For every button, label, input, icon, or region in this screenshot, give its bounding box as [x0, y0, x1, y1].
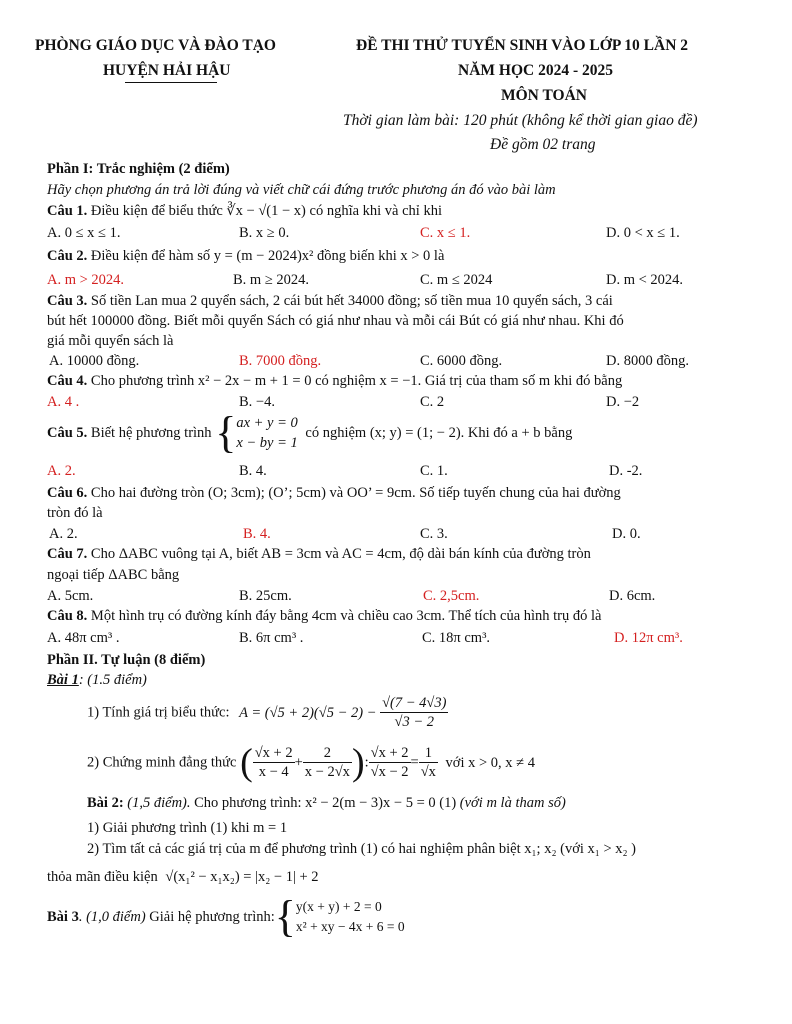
question-text: Cho phương trình x² − 2x − m + 1 = 0 có nghiệm x = −1. Giá trị của tham số m khi đó bằng — [90, 373, 623, 389]
q1-option-d: D. 0 < x ≤ 1. — [606, 225, 680, 241]
bai2-score: (1,5 điểm). — [127, 795, 191, 811]
equation-system — [236, 413, 297, 453]
question-text: 2) Chứng minh đẳng thức — [87, 754, 237, 771]
denominator: x − 4 — [258, 764, 289, 780]
q6-option-b: B. 4. — [243, 526, 271, 542]
question-text: Điều kiện để biểu thức ∛x − √(1 − x) có nghĩa khi và chỉ khi — [90, 203, 442, 219]
question-label: Câu 8. — [47, 608, 88, 624]
bai3-score: . (1,0 điểm) — [78, 909, 146, 925]
question-text-end: có nghiệm (x; y) = (1; − 2). Khi đó a + b bằng — [305, 425, 573, 441]
system-brace: { — [274, 892, 296, 941]
plus-sign: + — [294, 754, 303, 771]
subject: MÔN TOÁN — [501, 87, 587, 104]
time-limit: Thời gian làm bài: 120 phút (không kể thời gian giao đề) — [343, 112, 698, 129]
q3-option-a: A. 10000 đồng. — [49, 353, 140, 369]
q6-option-d: D. 0. — [612, 526, 641, 542]
equation-2: x − by = 1 — [236, 435, 298, 451]
bai2-intro: Cho phương trình: — [194, 795, 302, 811]
question-label: Câu 2. — [47, 248, 88, 264]
part1-title: Phần I: Trắc nghiệm (2 điểm) — [47, 161, 230, 177]
q5-option-b: B. 4. — [239, 463, 267, 479]
bai1-title: Bài 1 — [47, 672, 79, 688]
denominator: √x — [420, 764, 436, 780]
question-label: Câu 6. — [47, 485, 88, 501]
q5-option-c: C. 1. — [420, 463, 448, 479]
question-label: Câu 1. — [47, 203, 88, 219]
question-label: Câu 3. — [47, 293, 88, 309]
q5-option-a: A. 2. — [47, 463, 76, 479]
question-text: Cho hai đường tròn (O; 3cm); (O’; 5cm) và OO’ = 9cm. Số tiếp tuyến chung của hai đường — [90, 485, 621, 501]
question-6-line2: tròn đó là — [47, 505, 103, 521]
q1-option-c: C. x ≤ 1. — [420, 225, 471, 241]
question-text: Một hình trụ có đường kính đáy bằng 4cm và chiều cao 3cm. Thể tích của hình trụ đó là — [90, 608, 602, 624]
q6-option-a: A. 2. — [49, 526, 78, 542]
q1-option-a: A. 0 ≤ x ≤ 1. — [47, 225, 121, 241]
question-text: Biết hệ phương trình — [90, 425, 212, 441]
department-name: PHÒNG GIÁO DỤC VÀ ĐÀO TẠO — [35, 37, 276, 54]
q7-option-a: A. 5cm. — [47, 588, 94, 604]
question-label: Câu 7. — [47, 546, 88, 562]
district-underline — [125, 82, 217, 83]
equation-2: x² + xy − 4x + 6 = 0 — [295, 919, 405, 934]
bai3 — [47, 892, 405, 941]
question-text: Số tiền Lan mua 2 quyển sách, 2 cái bút hết 34000 đồng; số tiền mua 10 quyển sách, 3 cái — [90, 293, 613, 309]
q7-option-d: D. 6cm. — [609, 588, 656, 604]
q4-option-b: B. −4. — [239, 394, 275, 410]
denominator: x − 2√x — [304, 764, 350, 780]
bai1-question-1 — [87, 694, 448, 731]
question-7 — [47, 546, 591, 563]
page-count: Đề gồm 02 trang — [490, 136, 596, 153]
q3-option-c: C. 6000 đồng. — [420, 353, 503, 369]
bai2-question-3 — [47, 869, 319, 886]
divide-sign: : — [364, 754, 369, 771]
question-text: 1) Tính giá trị biểu thức: — [87, 704, 230, 721]
school-year: NĂM HỌC 2024 - 2025 — [458, 62, 613, 79]
bai2-question-2: 2) Tìm tất cả các giá trị của m để phương trình (1) có hai nghiệm phân biệt x₁; x₂ (với x₁ > x₂ ) — [87, 841, 637, 857]
question-4 — [47, 373, 622, 390]
q2-option-d: D. m < 2024. — [606, 272, 684, 288]
question-label: Câu 5. — [47, 425, 88, 441]
q4-option-c: C. 2 — [420, 394, 445, 410]
condition: với x > 0, x ≠ 4 — [445, 754, 536, 771]
q2-option-a: A. m > 2024. — [47, 272, 125, 288]
bai2-question-1: 1) Giải phương trình (1) khi m = 1 — [87, 820, 288, 836]
q8-option-c: C. 18π cm³. — [422, 630, 491, 646]
question-text: Cho ΔABC vuông tại A, biết AB = 3cm và AC = 4cm, độ dài bán kính của đường tròn — [90, 546, 591, 562]
equals-sign: = — [410, 754, 419, 771]
question-7-line2: ngoại tiếp ΔABC bằng — [47, 567, 180, 583]
expression-lhs: A = (√5 + 2)(√5 − 2) − — [239, 704, 377, 721]
bai2-equation: x² − 2(m − 3)x − 5 = 0 — [305, 795, 436, 811]
q2-option-c: C. m ≤ 2024 — [420, 272, 493, 288]
q8-option-d: D. 12π cm³. — [614, 630, 683, 646]
bai1-score: : (1.5 điểm) — [78, 672, 147, 688]
denominator: √3 − 2 — [394, 714, 435, 730]
question-2 — [47, 248, 444, 265]
q6-option-c: C. 3. — [420, 526, 448, 542]
system-brace: { — [215, 408, 237, 457]
district-name: HUYỆN HẢI HẬU — [103, 62, 231, 79]
bai3-intro: Giải hệ phương trình: — [149, 909, 275, 925]
numerator: √x + 2 — [254, 745, 293, 761]
equation-1: ax + y = 0 — [236, 415, 298, 431]
fraction-2 — [303, 744, 352, 781]
q3-option-d: D. 8000 đồng. — [606, 353, 689, 369]
q5-option-d: D. -2. — [609, 463, 643, 479]
numerator: √(7 − 4√3) — [382, 695, 447, 711]
question-3-line3: giá mỗi quyển sách là — [47, 333, 174, 349]
fraction-4 — [419, 744, 438, 781]
condition-expression: √(x₁² − x₁x₂) = |x₂ − 1| + 2 — [165, 869, 319, 885]
question-8 — [47, 608, 601, 625]
question-label: Câu 4. — [47, 373, 88, 389]
question-6 — [47, 485, 621, 502]
question-text: thỏa mãn điều kiện — [47, 869, 158, 885]
equation-system — [296, 897, 405, 937]
q7-option-c: C. 2,5cm. — [423, 588, 480, 604]
bai1-question-2 — [87, 741, 536, 784]
fraction-1 — [253, 744, 295, 781]
numerator: √x + 2 — [370, 745, 409, 761]
question-3-line2: bút hết 100000 đồng. Biết mỗi quyển Sách có giá như nhau và mỗi cái Bút có giá như nhau. Khi đó — [47, 313, 624, 329]
numerator: 2 — [303, 744, 352, 763]
question-3 — [47, 293, 613, 310]
bai2-equation-tag: (1) — [439, 795, 457, 811]
q7-option-b: B. 25cm. — [239, 588, 292, 604]
question-5 — [47, 408, 573, 457]
question-1 — [47, 203, 442, 220]
bai1-heading — [47, 672, 147, 689]
part2-title: Phần II. Tự luận (8 điểm) — [47, 652, 206, 668]
q8-option-b: B. 6π cm³ . — [239, 630, 304, 646]
equation-1: y(x + y) + 2 = 0 — [295, 899, 382, 914]
paren-close: ) — [351, 741, 365, 784]
bai2-note: (với m là tham số) — [459, 795, 566, 811]
bai2-title: Bài 2: — [87, 795, 124, 811]
bai2-heading — [87, 795, 566, 812]
paren-open: ( — [240, 741, 253, 784]
q3-option-b: B. 7000 đồng. — [239, 353, 322, 369]
q4-option-a: A. 4 . — [47, 394, 80, 410]
numerator: 1 — [419, 744, 438, 763]
bai3-title: Bài 3 — [47, 909, 79, 925]
q8-option-a: A. 48π cm³ . — [47, 630, 120, 646]
q2-option-b: B. m ≥ 2024. — [233, 272, 310, 288]
question-text: Điều kiện để hàm số y = (m − 2024)x² đồng biến khi x > 0 là — [90, 248, 445, 264]
q4-option-d: D. −2 — [606, 394, 640, 410]
denominator: √x − 2 — [370, 764, 409, 780]
q1-option-b: B. x ≥ 0. — [239, 225, 290, 241]
fraction-3 — [369, 744, 411, 781]
exam-title: ĐỀ THI THỬ TUYỂN SINH VÀO LỚP 10 LẦN 2 — [356, 37, 689, 54]
part1-instruction: Hãy chọn phương án trả lời đúng và viết chữ cái đứng trước phương án đó vào bài làm — [47, 182, 556, 198]
fraction — [380, 694, 448, 731]
